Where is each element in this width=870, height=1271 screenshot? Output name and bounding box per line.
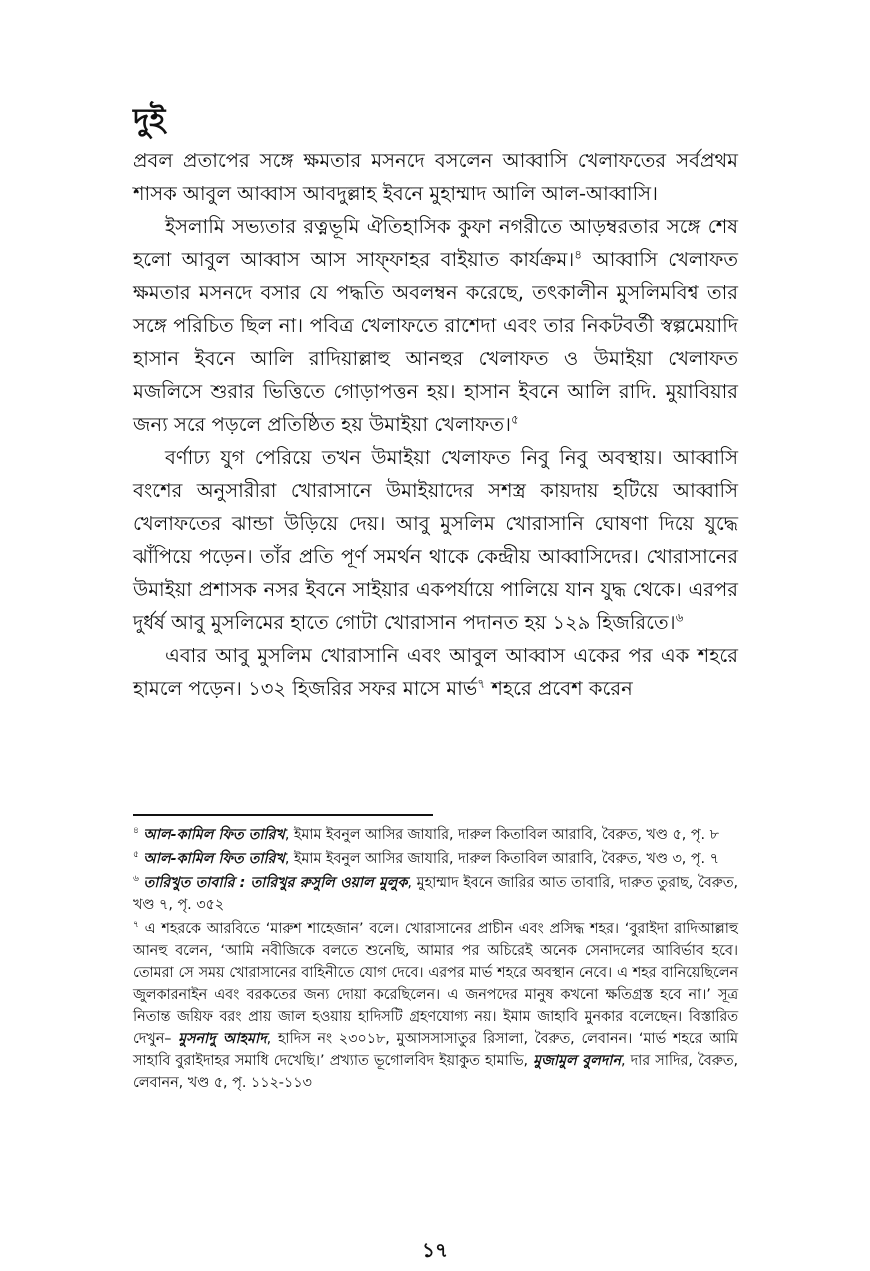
paragraph-text: বর্ণাঢ্য যুগ পেরিয়ে তখন উমাইয়া খেলাফত নিবু নিবু অবস্থায়। আব্বাসি বংশের অনুসারীরা খোরাসানে উমাইয়াদের সশস্ত্র কায়দায় হটিয়ে আব্বাসি খেলাফতের ঝান্ডা উড়িয়ে দেয়। আবু মুসলিম খোরাসানি ঘোষণা দিয়ে যুদ্ধে ঝাঁপিয়ে পড়েন। তাঁর প্রতি পূর্ণ সমর্থন থাকে কেন্দ্রীয় আব্বাসিদের। খোরাসানের উমাইয়া প্রশাসক নসর ইবনে সাইয়ার একপর্যায়ে পালিয়ে যান যুদ্ধ থেকে। এরপর দুর্ধর্ষ আবু মুসলিমের হাতে গোটা খোরাসান পদানত হয় ১২৯ হিজরিতে।: [133, 446, 738, 634]
footnote-7: [133, 918, 738, 1094]
footnote-divider: [133, 814, 433, 816]
paragraph-text: ইসলামি সভ্যতার রত্নভূমি ঐতিহাসিক কুফা নগরীতে আড়ম্বরতার সঙ্গে শেষ হলো আবুল আব্বাস আস সাফ্‌ফাহর বাইয়াত কার্যক্রম।: [133, 215, 738, 271]
footnote-5: [133, 848, 738, 870]
footnote-reference[interactable]: ৪: [574, 247, 583, 262]
paragraph-4: [133, 639, 738, 705]
footnote-text: , দার সাদির, বৈরুত, লেবানন, খণ্ড ৫, পৃ. ১১২-১১৩: [133, 1053, 738, 1091]
footnote-4: [133, 824, 738, 846]
footnote-text: , ইমাম ইবনুল আসির জাযারি, দারুল কিতাবিল আরাবি, বৈরুত, খণ্ড ৩, পৃ. ৭: [284, 851, 719, 867]
paragraph-text: আব্বাসি খেলাফত ক্ষমতার মসনদে বসার যে পদ্ধতি অবলম্বন করেছে, তৎকালীন মুসলিমবিশ্ব তার সঙ্গে পরিচিত ছিল না। পবিত্র খেলাফতে রাশেদা এবং তার নিকটবর্তী স্বল্পমেয়াদি হাসান ইবনে আলি রাদিয়াল্লাহু আনহুর খেলাফত ও উমাইয়া খেলাফত মজলিসে শুরার ভিত্তিতে গোড়াপত্তন হয়। হাসান ইবনে আলি রাদি. মুয়াবিয়ার জন্য সরে পড়লে প্রতিষ্ঠিত হয় উমাইয়া খেলাফত।: [133, 248, 738, 436]
footnotes: [133, 824, 738, 1096]
footnote-book-title: আল-কামিল ফিত তারিখ: [143, 827, 285, 843]
footnote-reference[interactable]: ৬: [675, 610, 684, 625]
footnote-reference[interactable]: ৫: [511, 412, 519, 427]
footnote-book-title: আল-কামিল ফিত তারিখ: [143, 851, 285, 867]
footnote-text: এ শহরকে আরবিতে ‘মারুশ শাহেজান’ বলে। খোরাসানের প্রাচীন এবং প্রসিদ্ধ শহর। ‘বুরাইদা রাদিআল্লাহু আনহু বলেন, ‘আমি নবীজিকে বলতে শুনেছি, আমার পর অচিরেই অনেক সেনাদলের আবির্ভাব হবে। তোমরা সে সময় খোরাসানের বাহিনীতে যোগ দেবে। এরপর মার্ভ শহরে অবস্থান নেবে। এ শহর বানিয়েছিলেন জুলকারনাইন এবং বরকতের জন্য দোয়া করেছিলেন। এ জনপদের মানুষ কখনো ক্ষতিগ্রস্ত হবে না।’ সূত্র নিতান্ত জয়িফ বরং প্রায় জাল হওয়ায় হাদিসটি গ্রহণযোগ্য নয়। ইমাম জাহাবি মুনকার বলেছেন। বিস্তারিত দেখুন–: [133, 921, 738, 1047]
paragraph-text: শহরে প্রবেশ করেন: [485, 677, 633, 700]
footnote-book-title: মুজামুল বুলদান: [533, 1053, 621, 1069]
footnote-book-title: তারিখুত তাবারি : তারিখুর রুসুলি ওয়াল মুলুক: [143, 875, 408, 891]
page-content: [133, 100, 738, 705]
footnote-mark: ৫: [133, 850, 139, 861]
paragraph-text: এবার আবু মুসলিম খোরাসানি এবং আবুল আব্বাস একের পর এক শহরে হামলে পড়েন। ১৩২ হিজরির সফর মাসে মার্ভ: [133, 644, 738, 700]
paragraph-text: প্রবল প্রতাপের সঙ্গে ক্ষমতার মসনদে বসলেন আব্বাসি খেলাফতের সর্বপ্রথম শাসক আবুল আব্বাস আবদুল্লাহ ইবনে মুহাম্মাদ আলি আল-আব্বাসি।: [133, 149, 738, 205]
footnote-text: , হাদিস নং ২৩০১৮, মুআসসাসাতুর রিসালা, বৈরুত, লেবানন। ‘মার্ভ শহরে আমি সাহাবি বুরাইদাহর সমাধি দেখেছি।’ প্রখ্যাত ভূগোলবিদ ইয়াকুত হামাভি,: [133, 1031, 738, 1069]
footnote-mark: ৬: [133, 874, 139, 885]
footnote-mark: ৪: [133, 826, 139, 837]
paragraph-1: [133, 144, 738, 210]
chapter-heading: দুই: [133, 102, 166, 138]
body-text: [133, 144, 738, 705]
footnote-mark: ৭: [133, 920, 139, 931]
footnote-6: [133, 872, 738, 916]
paragraph-3: [133, 441, 738, 639]
paragraph-2: [133, 210, 738, 441]
footnote-reference[interactable]: ৭: [477, 676, 486, 691]
page-number: ১৭: [422, 1238, 448, 1262]
footnote-text: , ইমাম ইবনুল আসির জাযারি, দারুল কিতাবিল আরাবি, বৈরুত, খণ্ড ৫, পৃ. ৮: [284, 827, 719, 843]
footnote-book-title: মুসনাদু আহমাদ: [178, 1031, 267, 1047]
footnote-text: , মুহাম্মাদ ইবনে জারির আত তাবারি, দারুত তুরাছ, বৈরুত, খণ্ড ৭, পৃ. ৩৫২: [133, 875, 738, 913]
